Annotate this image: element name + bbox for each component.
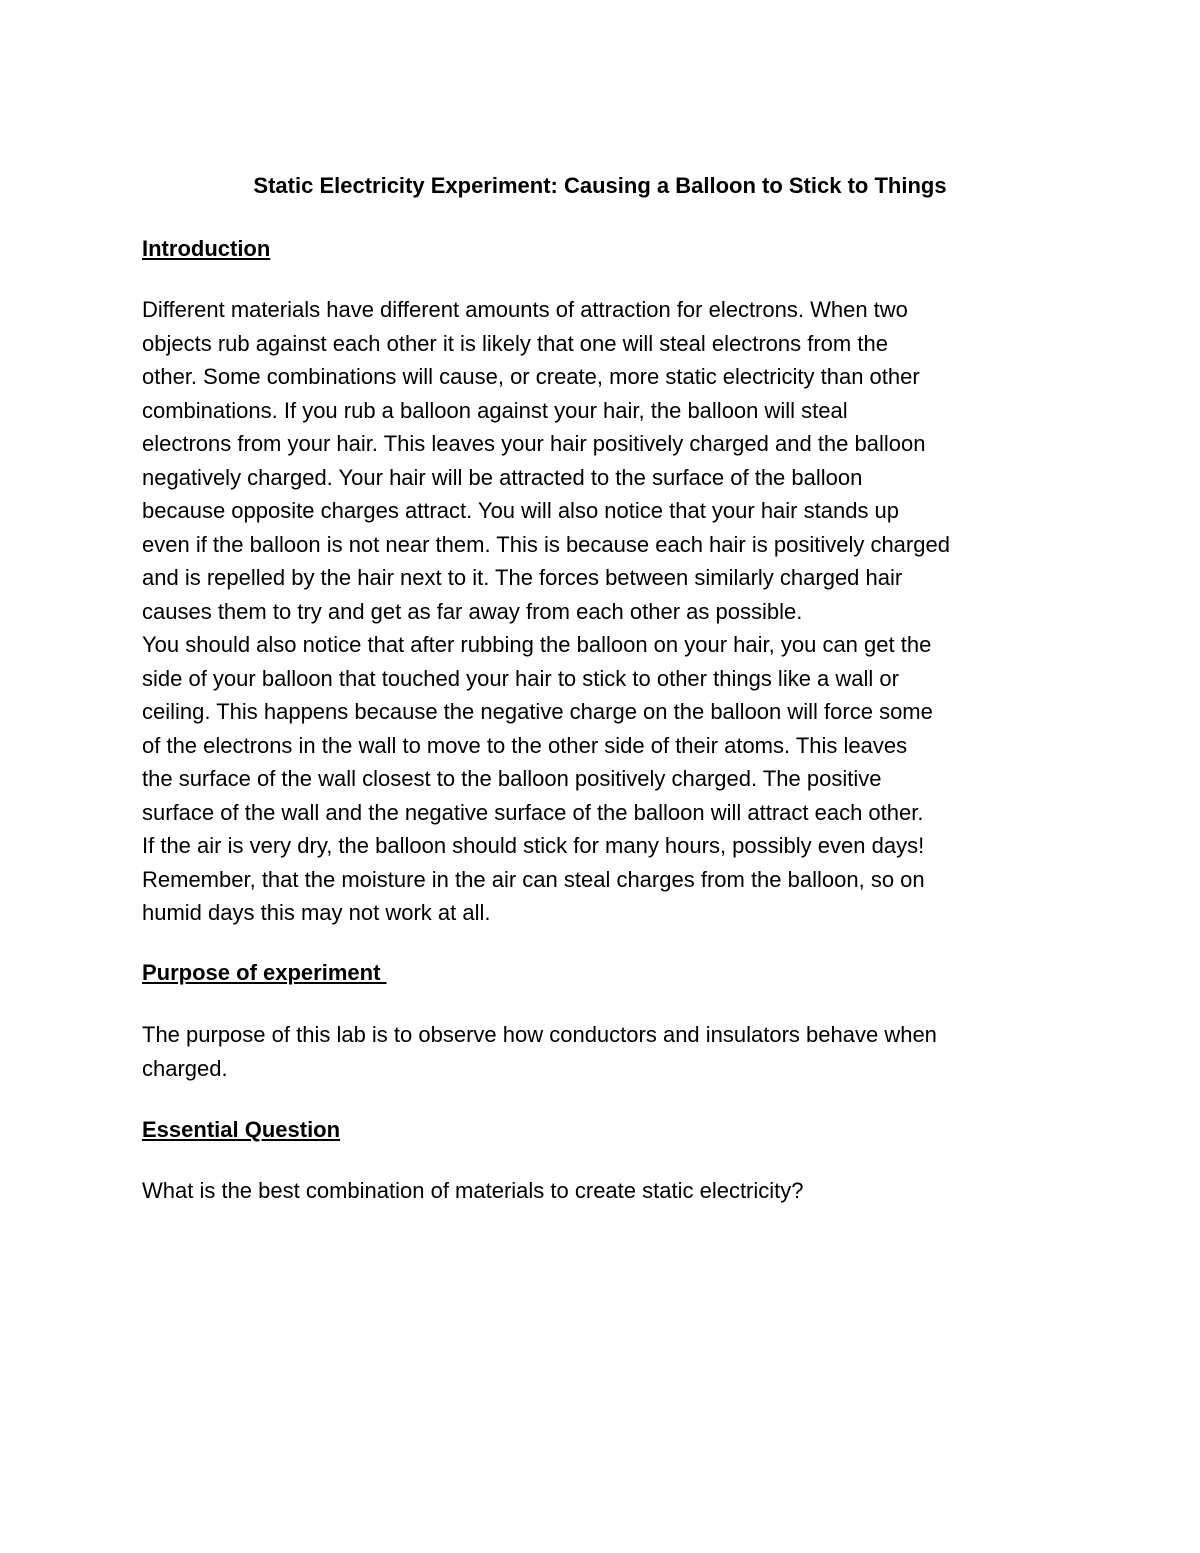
essential-question-paragraph: [142, 1174, 1062, 1208]
essential-question-heading: Essential Question: [142, 1117, 341, 1142]
purpose-paragraph: [142, 1018, 1062, 1085]
text-line: the surface of the wall closest to the balloon positively charged. The positive: [142, 766, 882, 791]
text-line: ceiling. This happens because the negative charge on the balloon will force some: [142, 699, 933, 724]
text-line: Different materials have different amounts of attraction for electrons. When two: [142, 297, 908, 322]
text-line: electrons from your hair. This leaves your hair positively charged and the balloon: [142, 431, 926, 456]
text-line: The purpose of this lab is to observe how conductors and insulators behave when: [142, 1022, 937, 1047]
introduction-heading: Introduction: [142, 236, 271, 261]
text-line: objects rub against each other it is likely that one will steal electrons from the: [142, 330, 888, 356]
text-line: surface of the wall and the negative surface of the balloon will attract each other.: [142, 799, 924, 825]
text-line: If the air is very dry, the balloon should stick for many hours, possibly even days!: [142, 833, 925, 858]
text-line: even if the balloon is not near them. This is because each hair is positively charged: [142, 531, 950, 557]
document-title: Static Electricity Experiment: Causing a Balloon to Stick to Things: [253, 173, 947, 198]
text-line: You should also notice that after rubbing the balloon on your hair, you can get the: [142, 632, 932, 657]
text-line: combinations. If you rub a balloon against your hair, the balloon will steal: [142, 397, 848, 423]
introduction-paragraph: [142, 293, 1062, 930]
purpose-heading: Purpose of experiment: [142, 960, 387, 985]
text-line: other. Some combinations will cause, or create, more static electricity than other: [142, 364, 920, 389]
text-line: side of your balloon that touched your hair to stick to other things like a wall or: [142, 665, 899, 691]
text-line: What is the best combination of materials to create static electricity?: [142, 1178, 804, 1203]
text-line: Remember, that the moisture in the air can steal charges from the balloon, so on: [142, 866, 925, 892]
text-line: negatively charged. Your hair will be attracted to the surface of the balloon: [142, 464, 863, 490]
text-line: causes them to try and get as far away from each other as possible.: [142, 598, 803, 624]
text-line: of the electrons in the wall to move to the other side of their atoms. This leaves: [142, 732, 908, 758]
text-line: because opposite charges attract. You will also notice that your hair stands up: [142, 498, 900, 523]
text-line: charged.: [142, 1055, 228, 1081]
text-line: and is repelled by the hair next to it. The forces between similarly charged hair: [142, 565, 903, 590]
text-line: humid days this may not work at all.: [142, 900, 491, 925]
